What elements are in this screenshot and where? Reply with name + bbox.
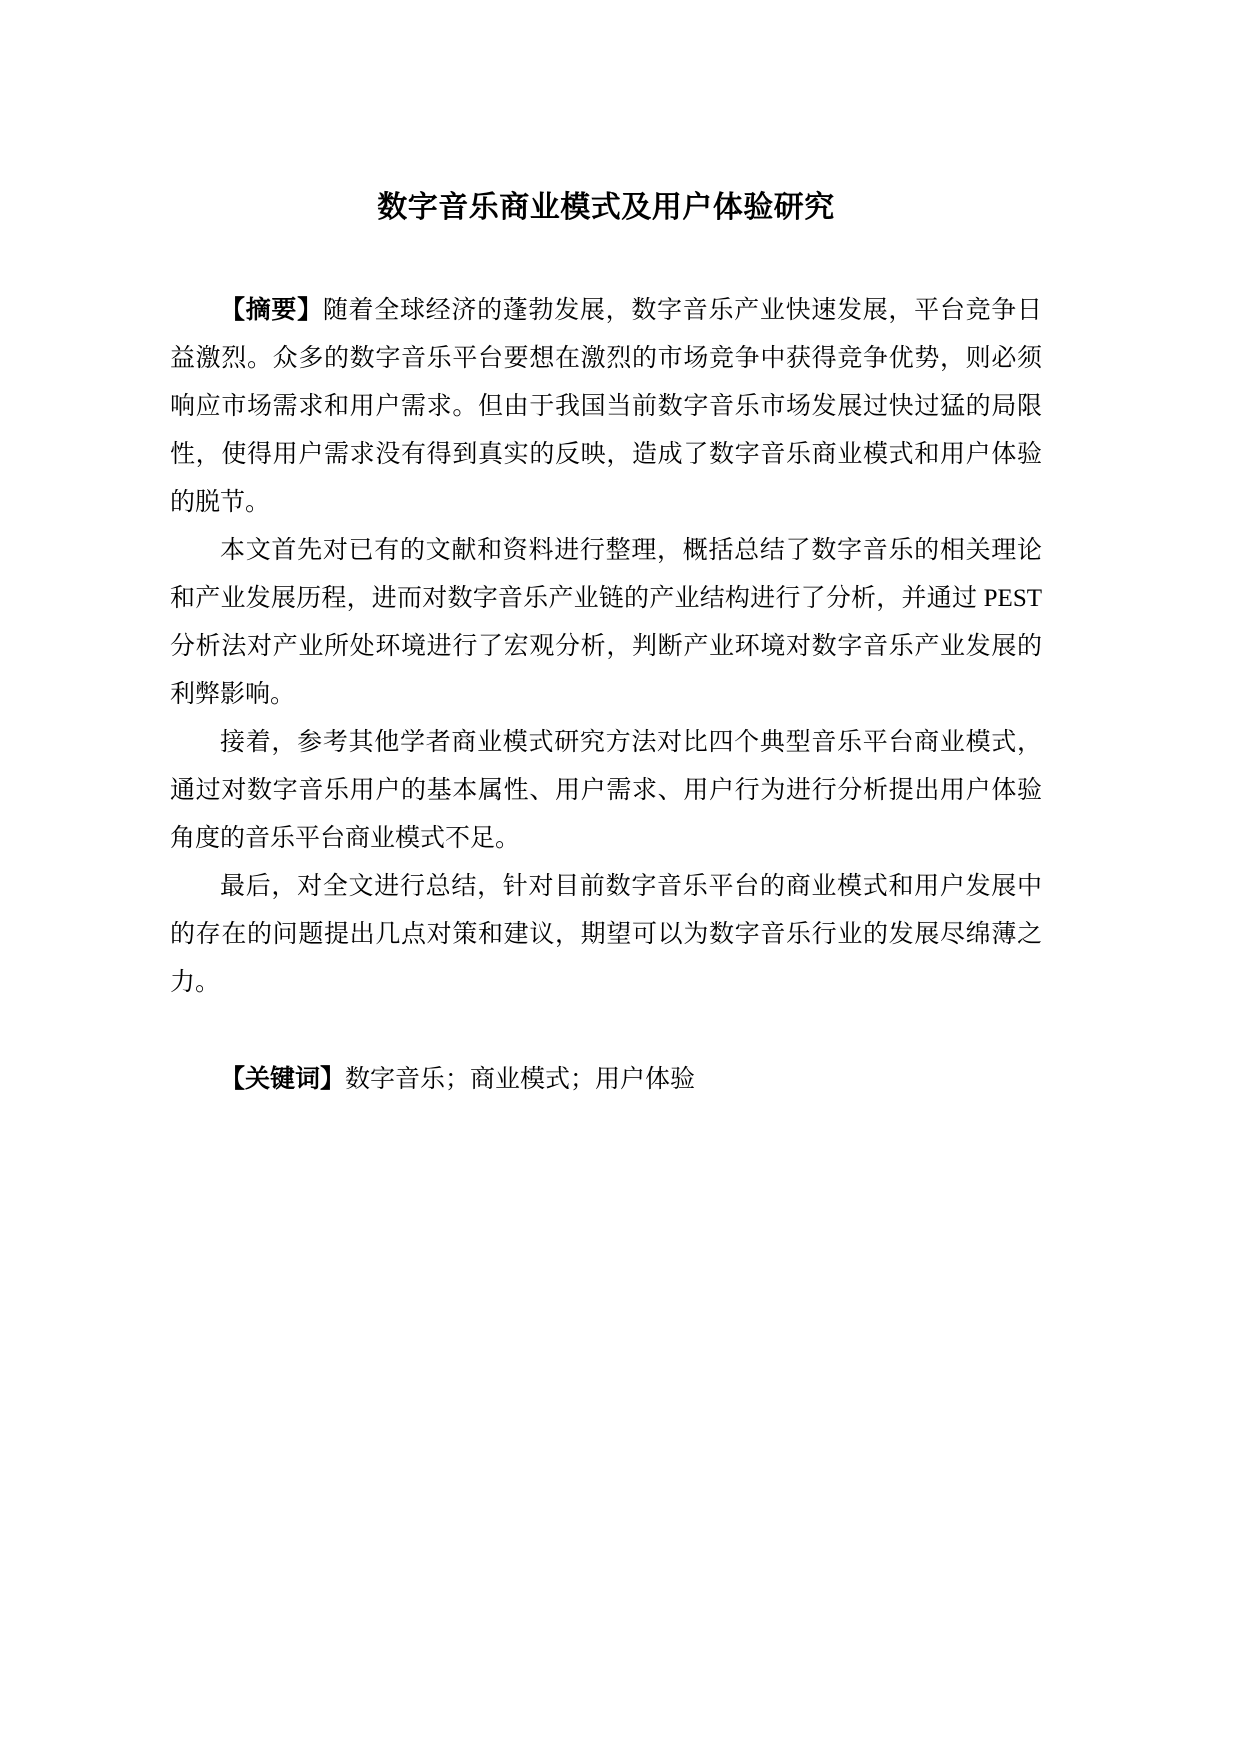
abstract-paragraph-3: 接着，参考其他学者商业模式研究方法对比四个典型音乐平台商业模式，通过对数字音乐用户的基本属性、用户需求、用户行为进行分析提出用户体验角度的音乐平台商业模式不足。 bbox=[170, 729, 1042, 852]
abstract-paragraph-2: 本文首先对已有的文献和资料进行整理，概括总结了数字音乐的相关理论和产业发展历程，进而对数字音乐产业链的产业结构进行了分析，并通过 PEST 分析法对产业所处环境进行了宏观分析，判断产业环境对数字音乐产业发展的利弊影响。 bbox=[170, 537, 1042, 708]
abstract-paragraph-1 bbox=[170, 286, 1042, 527]
abstract-label: 【摘要】 bbox=[220, 296, 323, 324]
abstract-paragraph-1-text: 随着全球经济的蓬勃发展，数字音乐产业快速发展，平台竞争日益激烈。众多的数字音乐平台要想在激烈的市场竞争中获得竞争优势，则必须响应市场需求和用户需求。但由于我国当前数字音乐市场发展过快过猛的局限性，使得用户需求没有得到真实的反映，造成了数字音乐商业模式和用户体验的脱节。 bbox=[170, 297, 1042, 516]
keywords-text: 数字音乐；商业模式；用户体验 bbox=[345, 1066, 696, 1093]
keywords-label: 【关键词】 bbox=[220, 1065, 346, 1093]
page-title: 数字音乐商业模式及用户体验研究 bbox=[377, 191, 835, 224]
abstract-section bbox=[170, 286, 1042, 1104]
document-content bbox=[170, 0, 1042, 1104]
abstract-paragraph-4: 最后，对全文进行总结，针对目前数字音乐平台的商业模式和用户发展中的存在的问题提出几点对策和建议，期望可以为数字音乐行业的发展尽绵薄之力。 bbox=[170, 873, 1042, 996]
keywords-line bbox=[170, 1055, 1042, 1104]
